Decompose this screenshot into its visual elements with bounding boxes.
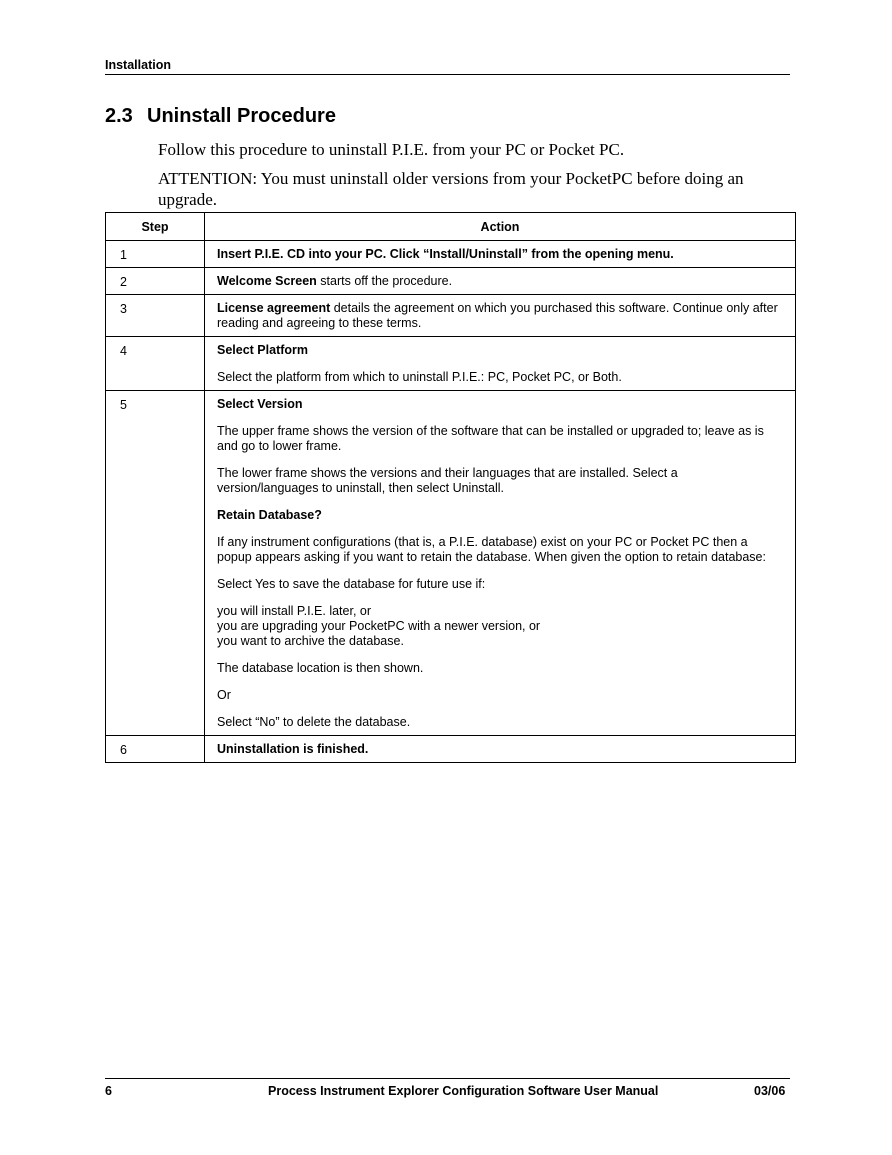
table-row: [106, 391, 796, 736]
action-cell: [205, 241, 796, 268]
table-row: [106, 736, 796, 763]
action-text: details the agreement on which you purchased this software. Continue only after reading and agreeing to these terms.: [217, 301, 778, 330]
action-heading: Select Version: [217, 397, 303, 411]
section-number: 2.3: [105, 105, 133, 127]
list-item: you are upgrading your PocketPC with a newer version, or: [217, 619, 541, 633]
table-row: [106, 337, 796, 391]
action-cell: [205, 736, 796, 763]
action-cell: [205, 391, 796, 736]
action-text: If any instrument configurations (that is, a P.I.E. database) exist on your PC or Pocket PC then a popup appears asking if you want to retain the database. When given the option to retain database:: [217, 535, 766, 564]
action-text: starts off the procedure.: [316, 274, 453, 288]
action-text: Select Yes to save the database for future use if:: [217, 577, 486, 591]
list-item: you will install P.I.E. later, or: [217, 604, 372, 618]
table-row: [106, 295, 796, 337]
action-heading: Select Platform: [217, 343, 309, 357]
action-cell: [205, 337, 796, 391]
action-text: Or: [217, 688, 231, 702]
section-title: Uninstall Procedure: [147, 105, 336, 127]
intro-paragraph: Follow this procedure to uninstall P.I.E. from your PC or Pocket PC.: [158, 140, 625, 159]
page-number: 6: [105, 1084, 112, 1098]
action-bold-text: License agreement: [217, 301, 331, 315]
table-row: [106, 241, 796, 268]
table-row: [106, 268, 796, 295]
step-number: 2: [106, 268, 205, 295]
action-bold-text: Insert P.I.E. CD into your PC. Click “Install/Uninstall” from the opening menu.: [217, 247, 674, 261]
list-item: you want to archive the database.: [217, 634, 404, 648]
action-cell: [205, 295, 796, 337]
step-number: 4: [106, 337, 205, 391]
revision-date: 03/06: [754, 1084, 786, 1098]
action-text: The lower frame shows the versions and their languages that are installed. Select a version/languages to uninstall, then select Uninstall.: [217, 466, 678, 495]
attention-paragraph: ATTENTION: You must uninstall older versions from your PocketPC before doing an upgrade.: [158, 169, 744, 209]
section-heading: [105, 105, 336, 128]
running-header: Installation: [105, 58, 171, 72]
action-subheading: Retain Database?: [217, 508, 322, 522]
footer-rule: [105, 1078, 790, 1079]
action-bold-text: Welcome Screen: [217, 274, 317, 288]
step-number: 5: [106, 391, 205, 736]
procedure-table: [105, 212, 796, 763]
header-rule: [105, 74, 790, 75]
action-cell: [205, 268, 796, 295]
condition-list: [217, 604, 781, 649]
action-text: The upper frame shows the version of the software that can be installed or upgraded to; leave as is and go to lower frame.: [217, 424, 764, 453]
column-header-step: Step: [106, 213, 205, 241]
action-bold-text: Uninstallation is finished.: [217, 742, 369, 756]
column-header-action: Action: [205, 213, 796, 241]
step-number: 1: [106, 241, 205, 268]
step-number: 6: [106, 736, 205, 763]
table-header-row: [106, 213, 796, 241]
step-number: 3: [106, 295, 205, 337]
action-text: The database location is then shown.: [217, 661, 424, 675]
action-text: Select the platform from which to uninstall P.I.E.: PC, Pocket PC, or Both.: [217, 370, 622, 384]
action-text: Select “No” to delete the database.: [217, 715, 411, 729]
manual-title: Process Instrument Explorer Configuration Software User Manual: [268, 1084, 659, 1098]
